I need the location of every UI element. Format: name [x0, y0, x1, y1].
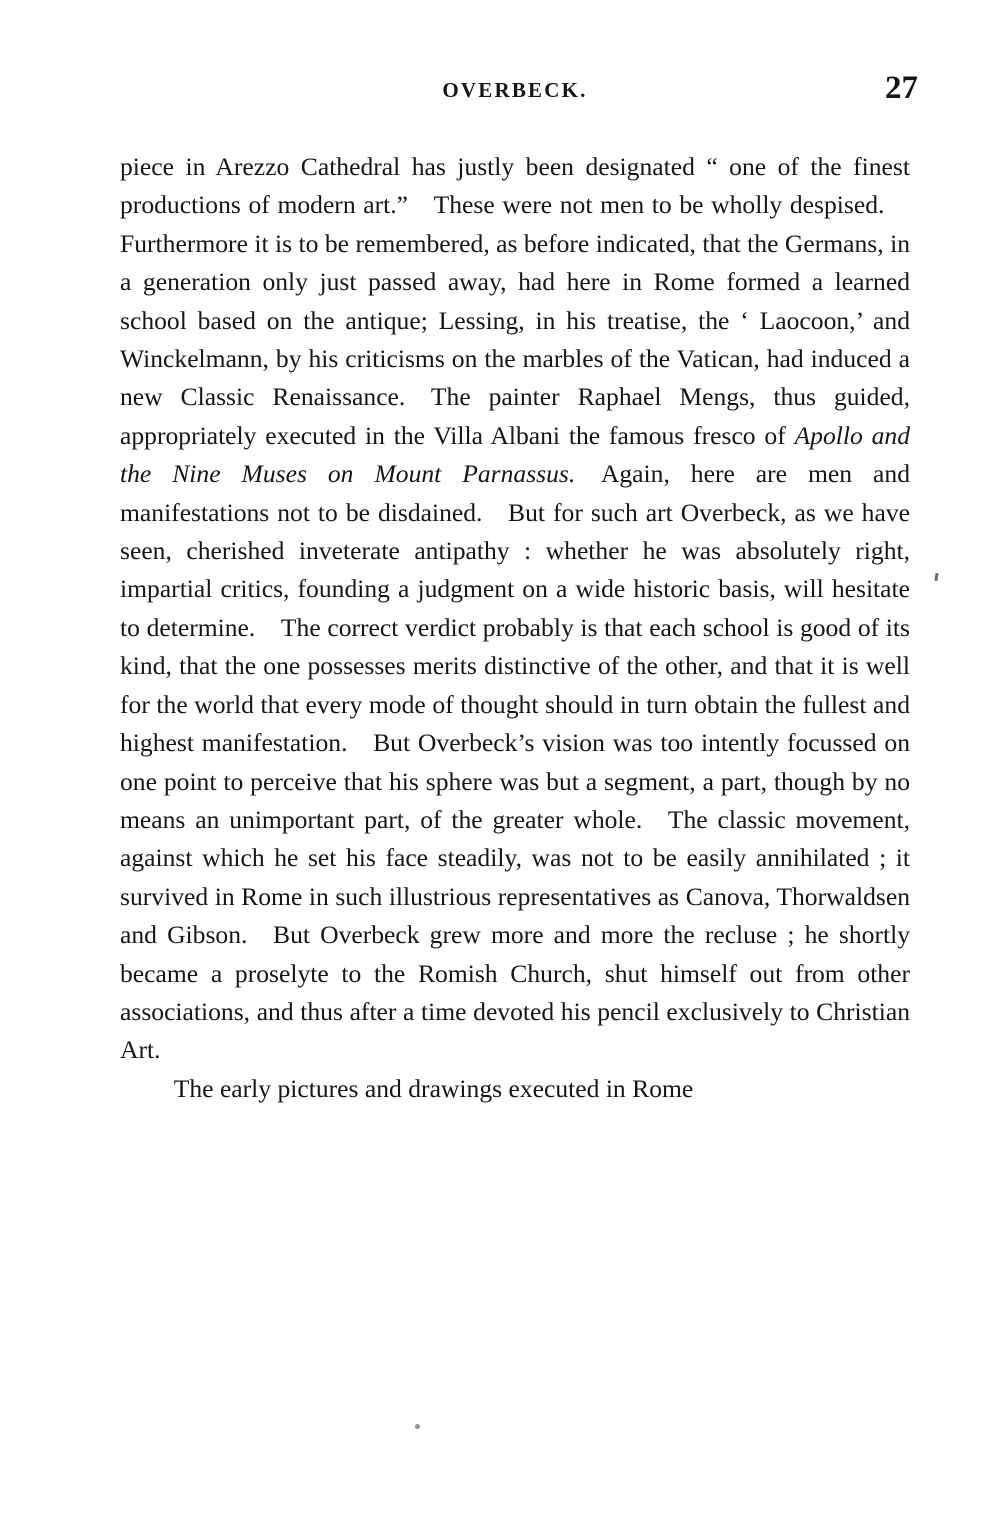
page-header	[120, 70, 918, 116]
page-number: 27	[885, 70, 918, 106]
paragraph-1-text-after-italic: Again, here are men and manifestations not to be disdained. But for such art Overbeck, as we have seen, cherished inveterate antipathy : whether he was absolutely right, impartial critics, founding a judgment on a wide historic basis, will hesitate to determine. The correct verdict probably is that each school is good of its kind, that the one possesses merits distinctive of the other, and that it is well for the world that every mode of thought should in turn obtain the fullest and highest manifestation. But Overbeck’s vision was too intently focussed on one point to perceive that his sphere was but a segment, a part, though by no means an unimportant part, of the greater whole. The classic movement, against which he set his face steadily, was not to be easily annihilated ; it survived in Rome in such illustrious representatives as Canova, Thorwaldsen and Gibson. But Overbeck grew more and more the recluse ; he shortly became a proselyte to the Romish Church, shut himself out from other associations, and thus after a time devoted his pencil exclusively to Christian Art.	[120, 459, 910, 1065]
running-head: OVERBECK.	[442, 78, 588, 102]
paragraph-1-text-before-italic: piece in Arezzo Cathedral has justly been designated “ one of the finest productions of modern art.” These were not men to be wholly despised. Furthermore it is to be remembered, as before indicated, that the Germans, in a generation only just passed away, had here in Rome formed a learned school based on the antique; Lessing, in his treatise, the ‘ Laocoon,’ and Winckelmann, by his criticisms on the marbles of the Vatican, had induced a new Classic Renaissance. The painter Raphael Mengs, thus guided, appropriately executed in the Villa Albani the famous fresco of	[120, 152, 910, 450]
paragraph-2: The early pictures and drawings executed in Rome	[173, 1073, 694, 1103]
paragraph-1	[120, 148, 910, 1070]
page-speck	[415, 1424, 420, 1429]
margin-stray-mark	[934, 573, 938, 581]
page-body	[120, 148, 910, 1108]
artwork-title-italic: Apollo and the Nine Muses on Mount Parnassus.	[120, 420, 910, 489]
